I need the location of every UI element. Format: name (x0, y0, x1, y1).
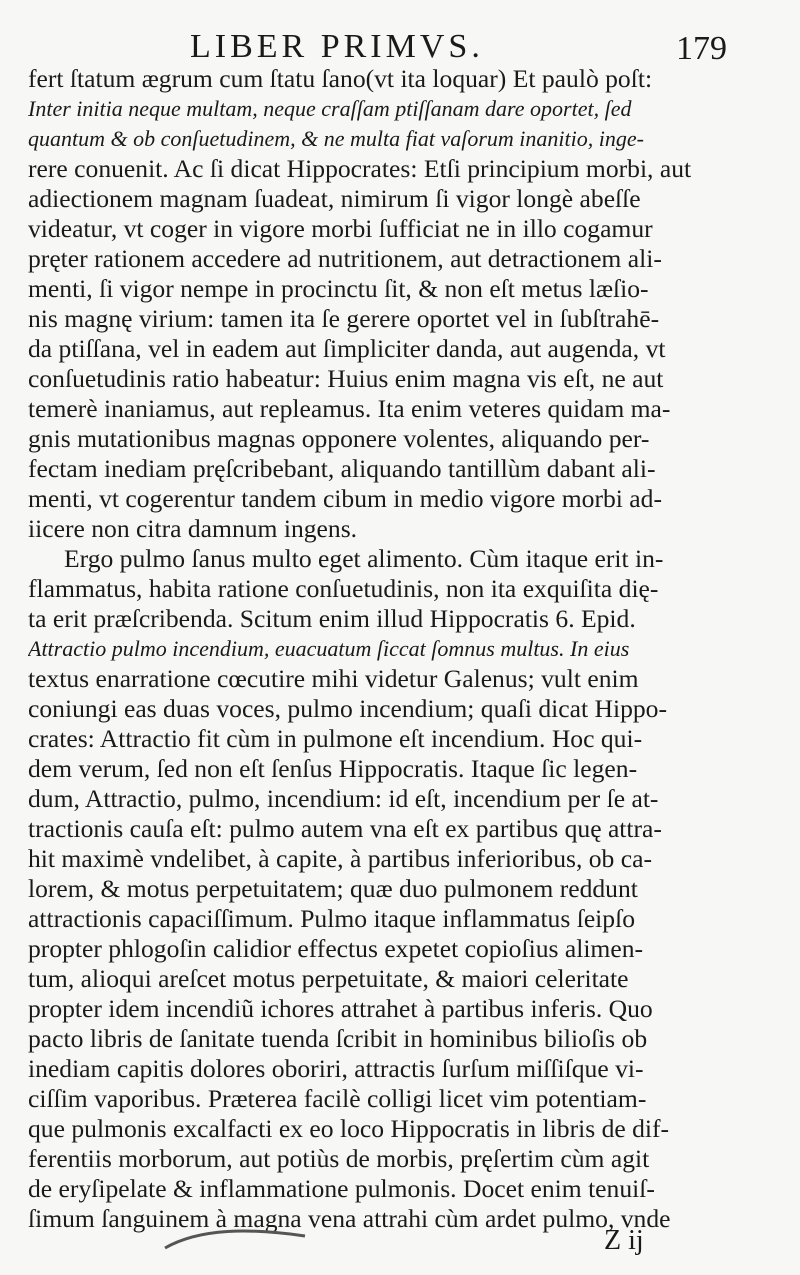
ink-bleed-mark (160, 1226, 310, 1252)
text-line: flammatus, habita ratione conſuetudinis, non ita exquiſita dię- (28, 574, 659, 603)
text-line: hit maximè vndelibet, à capite, à partibus inferioribus, ob ca- (28, 844, 652, 873)
text-line: attractionis capaciſſimum. Pulmo itaque inflammatus ſeipſo (28, 904, 636, 933)
page-number: 179 (676, 30, 727, 67)
text-line: fert ſtatum ægrum cum ſtatu ſano(vt ita loquar) Et paulò poſt: (28, 64, 653, 93)
text-line: gnis mutationibus magnas opponere volentes, aliquando per- (28, 424, 650, 453)
text-line: temerè inaniamus, aut repleamus. Ita enim veteres quidam ma- (28, 394, 671, 423)
text-line: dem verum, ſed non eſt ſenſus Hippocratis. Itaque ſic legen- (28, 754, 638, 783)
text-line: quantum & ob conſuetudinem, & ne multa fiat vaſorum inanitio, inge- (28, 126, 644, 151)
text-line: propter phlogoſin calidior effectus expetet copioſius alimen- (28, 934, 644, 963)
text-line: iicere non citra damnum ingens. (28, 514, 358, 543)
text-line: ta erit præſcribenda. Scitum enim illud Hippocratis 6. Epid. (28, 604, 636, 633)
text-line: pręter rationem accedere ad nutritionem, aut detractionem ali- (28, 244, 662, 273)
running-title: LIBER PRIMVS. (190, 28, 484, 65)
text-line: Attractio pulmo incendium, euacuatum ſiccat ſomnus multus. In eius (28, 636, 630, 661)
text-line: textus enarratione cœcutire mihi videtur Galenus; vult enim (28, 664, 639, 693)
text-line: pacto libris de ſanitate tuenda ſcribit in hominibus bilioſis ob (28, 1024, 648, 1053)
text-line: que pulmonis excalfacti ex eo loco Hippocratis in libris de dif- (28, 1114, 670, 1143)
text-line: nis magnę virium: tamen ita ſe gerere oportet vel in ſubſtrahē- (28, 304, 660, 333)
text-line: videatur, vt coger in vigore morbi ſufficiat ne in illo cogamur (28, 214, 653, 243)
text-line: coniungi eas duas voces, pulmo incendium; quaſi dicat Hippo- (28, 694, 667, 723)
text-line: rere conuenit. Ac ſi dicat Hippocrates: Etſi principium morbi, aut (28, 154, 692, 183)
signature-mark: Z ij (604, 1225, 644, 1256)
text-line: da ptiſſana, vel in eadem aut ſimpliciter danda, aut augenda, vt (28, 334, 666, 363)
text-line: adiectionem magnam ſuadeat, nimirum ſi vigor longè abeſſe (28, 184, 641, 213)
text-line: Inter initia neque multam, neque craſſam ptiſſanam dare oportet, ſed (28, 96, 632, 121)
text-line: dum, Attractio, pulmo, incendium: id eſt, incendium per ſe at- (28, 784, 659, 813)
text-line: propter idem incendiũ ichores attrahet à partibus inferis. Quo (28, 994, 653, 1023)
text-line: tractionis cauſa eſt: pulmo autem vna eſt ex partibus quę attra- (28, 814, 662, 843)
body-text (28, 64, 770, 1234)
text-line: conſuetudinis ratio habeatur: Huius enim magna vis eſt, ne aut (28, 364, 664, 393)
text-line: lorem, & motus perpetuitatem; quæ duo pulmonem reddunt (28, 874, 638, 903)
text-line: ciſſim vaporibus. Præterea facilè colligi licet vim potentiam- (28, 1084, 647, 1113)
text-line: de eryſipelate & inflammatione pulmonis. Docet enim tenuiſ- (28, 1174, 655, 1203)
text-line: menti, vt cogerentur tandem cibum in medio vigore morbi ad- (28, 484, 662, 513)
text-line: crates: Attractio fit cùm in pulmone eſt incendium. Hoc qui- (28, 724, 643, 753)
text-line: tum, alioqui areſcet motus perpetuitate, & maiori celeritate (28, 964, 629, 993)
text-line: ſimum ſanguinem à magna vena attrahi cùm ardet pulmo, vnde (28, 1204, 671, 1233)
text-line: menti, ſi vigor nempe in procinctu ſit, & non eſt metus læſio- (28, 274, 649, 303)
text-line: fectam inediam pręſcribebant, aliquando tantillùm dabant ali- (28, 454, 656, 483)
text-line: inediam capitis dolores oboriri, attractis ſurſum miſſiſque vi- (28, 1054, 644, 1083)
page-header (0, 28, 800, 68)
text-line: ferentiis morborum, aut potiùs de morbis, pręſertim cùm agit (28, 1144, 650, 1173)
text-line: Ergo pulmo ſanus multo eget alimento. Cùm itaque erit in- (64, 544, 664, 573)
